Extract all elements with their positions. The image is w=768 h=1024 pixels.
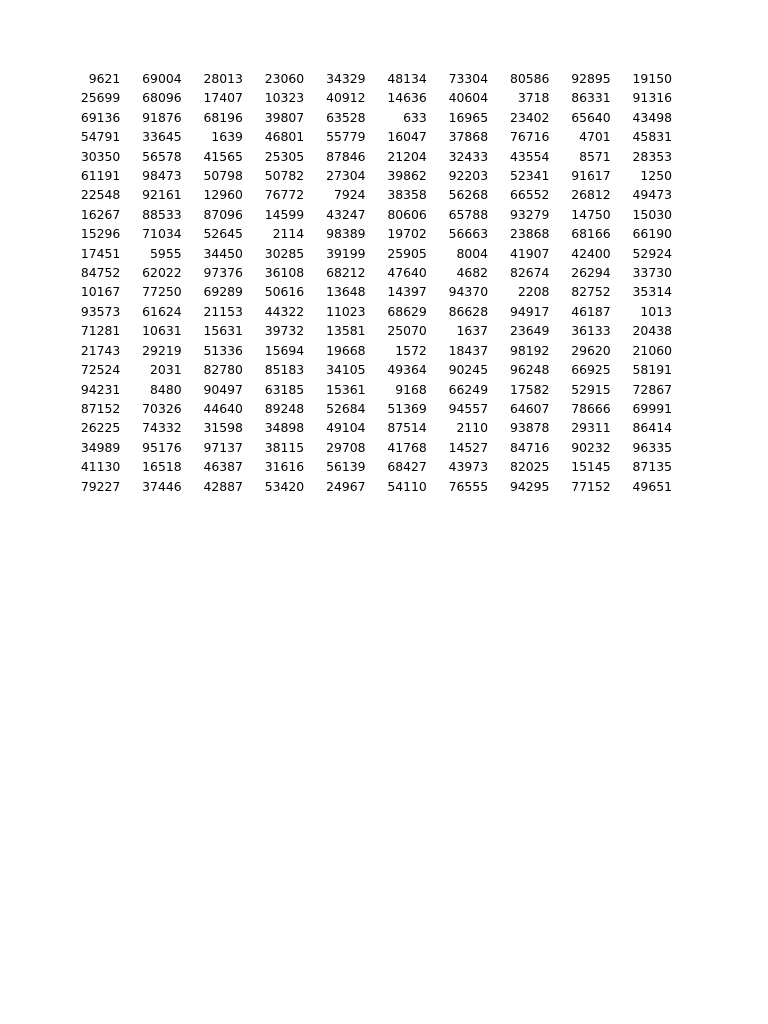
table-cell: 28013: [203, 71, 243, 86]
table-cell: 30350: [80, 148, 121, 164]
table-cell: 49473: [632, 187, 672, 203]
table-cell: 87135: [632, 459, 672, 475]
table-cell: 46387: [203, 459, 243, 475]
table-cell: 38115: [264, 439, 305, 455]
table-cell: 2208: [517, 284, 550, 300]
table-cell: 7924: [333, 187, 366, 203]
table-cell: 21743: [80, 342, 121, 358]
table-cell: 63528: [326, 109, 366, 125]
table-cell: 31598: [203, 420, 243, 436]
table-cell: 30285: [264, 245, 305, 261]
table-cell: 34329: [326, 71, 366, 86]
table-cell: 21153: [203, 303, 243, 319]
table-cell: 43973: [448, 459, 489, 475]
table-cell: 90497: [203, 381, 243, 397]
table-cell: 94557: [448, 400, 489, 416]
table-cell: 76716: [509, 129, 550, 145]
table-cell: 70326: [142, 400, 182, 416]
table-cell: 87846: [326, 148, 366, 164]
table-cell: 72867: [632, 381, 672, 397]
table-cell: 92203: [448, 168, 489, 184]
table-cell: 94295: [509, 478, 550, 494]
table-cell: 14750: [571, 206, 611, 222]
table-cell: 14397: [387, 284, 427, 300]
table-cell: 10631: [142, 323, 182, 339]
table-cell: 1572: [395, 342, 427, 358]
table-cell: 25905: [387, 245, 427, 261]
table-cell: 19150: [632, 71, 672, 86]
table-cell: 61624: [142, 303, 182, 319]
table-cell: 50782: [264, 168, 305, 184]
table-row: [60, 147, 673, 166]
table-cell: 95176: [142, 439, 182, 455]
table-cell: 14527: [448, 439, 489, 455]
table-cell: 32433: [448, 148, 489, 164]
table-cell: 86628: [448, 303, 489, 319]
table-cell: 71034: [142, 226, 182, 242]
table-cell: 46801: [264, 129, 305, 145]
table-cell: 71281: [80, 323, 121, 339]
table-cell: 82025: [509, 459, 550, 475]
table-cell: 39807: [264, 109, 305, 125]
table-row: [60, 244, 673, 263]
table-cell: 49651: [632, 478, 672, 494]
table-cell: 24967: [326, 478, 366, 494]
table-cell: 56578: [142, 148, 182, 164]
table-cell: 1639: [211, 129, 243, 145]
table-cell: 16047: [387, 129, 427, 145]
table-cell: 16965: [448, 109, 489, 125]
table-row: [60, 457, 673, 476]
table-body: [60, 69, 673, 496]
table-cell: 23060: [264, 71, 305, 86]
data-table-container: [60, 69, 680, 496]
table-cell: 76772: [264, 187, 305, 203]
table-cell: 34450: [203, 245, 243, 261]
table-cell: 26812: [571, 187, 611, 203]
table-cell: 98192: [509, 342, 550, 358]
table-cell: 49364: [387, 362, 427, 378]
table-row: [60, 205, 673, 224]
table-cell: 69136: [80, 109, 121, 125]
table-cell: 20438: [632, 323, 672, 339]
table-cell: 15296: [80, 226, 121, 242]
table-cell: 25699: [80, 90, 121, 106]
table-cell: 17451: [80, 245, 121, 261]
table-cell: 2031: [150, 362, 182, 378]
table-cell: 39199: [326, 245, 366, 261]
table-cell: 23868: [509, 226, 550, 242]
table-cell: 19668: [326, 342, 366, 358]
table-cell: 92161: [142, 187, 182, 203]
table-cell: 91316: [632, 90, 672, 106]
table-cell: 82752: [571, 284, 611, 300]
table-cell: 53420: [264, 478, 305, 494]
table-cell: 4701: [579, 129, 611, 145]
table-row: [60, 321, 673, 340]
table-cell: 11023: [326, 303, 366, 319]
table-cell: 65788: [448, 206, 489, 222]
table-cell: 86414: [632, 420, 672, 436]
table-cell: 88533: [142, 206, 182, 222]
table-cell: 1637: [456, 323, 489, 339]
table-cell: 85183: [264, 362, 305, 378]
table-cell: 94231: [80, 381, 121, 397]
table-cell: 23402: [509, 109, 550, 125]
table-cell: 29219: [142, 342, 182, 358]
table-cell: 48134: [387, 71, 427, 86]
table-cell: 91876: [142, 109, 182, 125]
table-row: [60, 69, 673, 88]
table-row: [60, 127, 673, 146]
table-cell: 36108: [264, 265, 305, 281]
table-cell: 90232: [571, 439, 611, 455]
table-cell: 52915: [571, 381, 611, 397]
table-cell: 93878: [509, 420, 550, 436]
table-cell: 91617: [571, 168, 611, 184]
table-cell: 64607: [509, 400, 550, 416]
table-row: [60, 341, 673, 360]
table-cell: 65640: [571, 109, 611, 125]
table-cell: 66249: [448, 381, 489, 397]
table-cell: 69289: [203, 284, 243, 300]
table-cell: 50798: [203, 168, 243, 184]
table-cell: 13648: [326, 284, 366, 300]
table-cell: 27304: [326, 168, 366, 184]
table-row: [60, 282, 673, 301]
table-cell: 52645: [203, 226, 243, 242]
table-cell: 98389: [326, 226, 366, 242]
table-cell: 21204: [387, 148, 427, 164]
table-cell: 52341: [509, 168, 550, 184]
table-cell: 97376: [203, 265, 243, 281]
table-cell: 8480: [150, 381, 182, 397]
table-row: [60, 108, 673, 127]
table-cell: 31616: [264, 459, 305, 475]
table-cell: 10323: [264, 90, 305, 106]
table-cell: 87152: [80, 400, 121, 416]
number-table: [60, 69, 673, 496]
table-cell: 34989: [80, 439, 121, 455]
table-cell: 40604: [448, 90, 489, 106]
table-cell: 68629: [387, 303, 427, 319]
table-cell: 25070: [387, 323, 427, 339]
table-cell: 28353: [632, 148, 672, 164]
table-cell: 49104: [326, 420, 366, 436]
table-cell: 62022: [142, 265, 182, 281]
table-cell: 51369: [387, 400, 427, 416]
table-cell: 37868: [448, 129, 489, 145]
table-cell: 76555: [448, 478, 489, 494]
table-row: [60, 418, 673, 437]
table-cell: 12960: [203, 187, 243, 203]
table-cell: 77152: [571, 478, 611, 494]
table-cell: 47640: [387, 265, 427, 281]
table-cell: 19702: [387, 226, 427, 242]
table-cell: 98473: [142, 168, 182, 184]
table-cell: 21060: [632, 342, 672, 358]
table-cell: 44640: [203, 400, 243, 416]
table-cell: 68427: [387, 459, 427, 475]
table-cell: 633: [403, 109, 427, 125]
table-row: [60, 224, 673, 243]
table-cell: 33645: [142, 129, 182, 145]
table-cell: 2110: [456, 420, 489, 436]
table-cell: 43554: [509, 148, 550, 164]
table-cell: 63185: [264, 381, 305, 397]
table-cell: 15030: [632, 206, 672, 222]
table-cell: 10167: [80, 284, 121, 300]
table-cell: 78666: [571, 400, 611, 416]
table-cell: 84716: [509, 439, 550, 455]
table-cell: 66552: [509, 187, 550, 203]
table-cell: 46187: [571, 303, 611, 319]
table-cell: 82780: [203, 362, 243, 378]
table-cell: 1250: [640, 168, 672, 184]
table-cell: 39862: [387, 168, 427, 184]
table-cell: 4682: [456, 265, 489, 281]
table-cell: 23649: [509, 323, 550, 339]
table-cell: 69991: [632, 400, 672, 416]
table-row: [60, 302, 673, 321]
table-cell: 61191: [80, 168, 121, 184]
table-cell: 66925: [571, 362, 611, 378]
table-cell: 90245: [448, 362, 489, 378]
table-cell: 89248: [264, 400, 305, 416]
table-cell: 84752: [80, 265, 121, 281]
table-cell: 29311: [571, 420, 611, 436]
table-cell: 42400: [571, 245, 611, 261]
table-cell: 97137: [203, 439, 243, 455]
table-cell: 26225: [80, 420, 121, 436]
table-cell: 17407: [203, 90, 243, 106]
table-cell: 55779: [326, 129, 366, 145]
table-cell: 94917: [509, 303, 550, 319]
table-cell: 15631: [203, 323, 243, 339]
table-cell: 33730: [632, 265, 672, 281]
table-cell: 43498: [632, 109, 672, 125]
table-cell: 92895: [571, 71, 611, 86]
table-cell: 68096: [142, 90, 182, 106]
table-cell: 41565: [203, 148, 243, 164]
table-row: [60, 185, 673, 204]
table-cell: 41130: [80, 459, 121, 475]
table-cell: 16518: [142, 459, 182, 475]
table-cell: 34898: [264, 420, 305, 436]
table-cell: 96248: [509, 362, 550, 378]
table-cell: 9168: [395, 381, 427, 397]
table-cell: 15361: [326, 381, 366, 397]
table-row: [60, 438, 673, 457]
table-cell: 54110: [387, 478, 427, 494]
table-cell: 22548: [80, 187, 121, 203]
table-cell: 15145: [571, 459, 611, 475]
table-cell: 52924: [632, 245, 672, 261]
table-cell: 56663: [448, 226, 489, 242]
table-cell: 54791: [80, 129, 121, 145]
table-cell: 35314: [632, 284, 672, 300]
table-cell: 36133: [571, 323, 611, 339]
table-cell: 87096: [203, 206, 243, 222]
table-cell: 86331: [571, 90, 611, 106]
table-cell: 68196: [203, 109, 243, 125]
table-cell: 52684: [326, 400, 366, 416]
table-cell: 56139: [326, 459, 366, 475]
table-cell: 87514: [387, 420, 427, 436]
table-row: [60, 166, 673, 185]
table-cell: 18437: [448, 342, 489, 358]
table-cell: 93279: [509, 206, 550, 222]
table-row: [60, 399, 673, 418]
table-cell: 41768: [387, 439, 427, 455]
table-cell: 74332: [142, 420, 182, 436]
table-cell: 73304: [448, 71, 489, 86]
table-row: [60, 380, 673, 399]
table-cell: 80606: [387, 206, 427, 222]
table-cell: 44322: [264, 303, 305, 319]
table-cell: 56268: [448, 187, 489, 203]
table-cell: 5955: [150, 245, 182, 261]
table-cell: 68212: [326, 265, 366, 281]
table-cell: 72524: [80, 362, 121, 378]
table-cell: 37446: [142, 478, 182, 494]
table-cell: 38358: [387, 187, 427, 203]
table-cell: 29708: [326, 439, 366, 455]
table-cell: 15694: [264, 342, 305, 358]
table-row: [60, 477, 673, 496]
table-cell: 1013: [640, 303, 672, 319]
table-cell: 50616: [264, 284, 305, 300]
table-cell: 13581: [326, 323, 366, 339]
table-row: [60, 88, 673, 107]
table-cell: 14599: [264, 206, 305, 222]
table-cell: 14636: [387, 90, 427, 106]
table-cell: 80586: [509, 71, 550, 86]
table-cell: 82674: [509, 265, 550, 281]
table-cell: 68166: [571, 226, 611, 242]
table-cell: 17582: [509, 381, 550, 397]
table-cell: 45831: [632, 129, 672, 145]
table-row: [60, 360, 673, 379]
table-cell: 94370: [448, 284, 489, 300]
table-cell: 29620: [571, 342, 611, 358]
table-cell: 34105: [326, 362, 366, 378]
table-cell: 42887: [203, 478, 243, 494]
table-cell: 8004: [456, 245, 489, 261]
table-cell: 51336: [203, 342, 243, 358]
table-cell: 39732: [264, 323, 305, 339]
table-cell: 69004: [142, 71, 182, 86]
table-cell: 77250: [142, 284, 182, 300]
table-cell: 8571: [579, 148, 611, 164]
table-cell: 26294: [571, 265, 611, 281]
table-cell: 40912: [326, 90, 366, 106]
table-cell: 3718: [517, 90, 550, 106]
table-cell: 16267: [80, 206, 121, 222]
table-cell: 41907: [509, 245, 550, 261]
table-cell: 93573: [80, 303, 121, 319]
table-cell: 43247: [326, 206, 366, 222]
table-cell: 9621: [88, 71, 121, 86]
table-cell: 25305: [264, 148, 305, 164]
table-cell: 79227: [80, 478, 121, 494]
table-cell: 58191: [632, 362, 672, 378]
table-cell: 66190: [632, 226, 672, 242]
table-cell: 2114: [272, 226, 305, 242]
table-row: [60, 263, 673, 282]
table-cell: 96335: [632, 439, 672, 455]
